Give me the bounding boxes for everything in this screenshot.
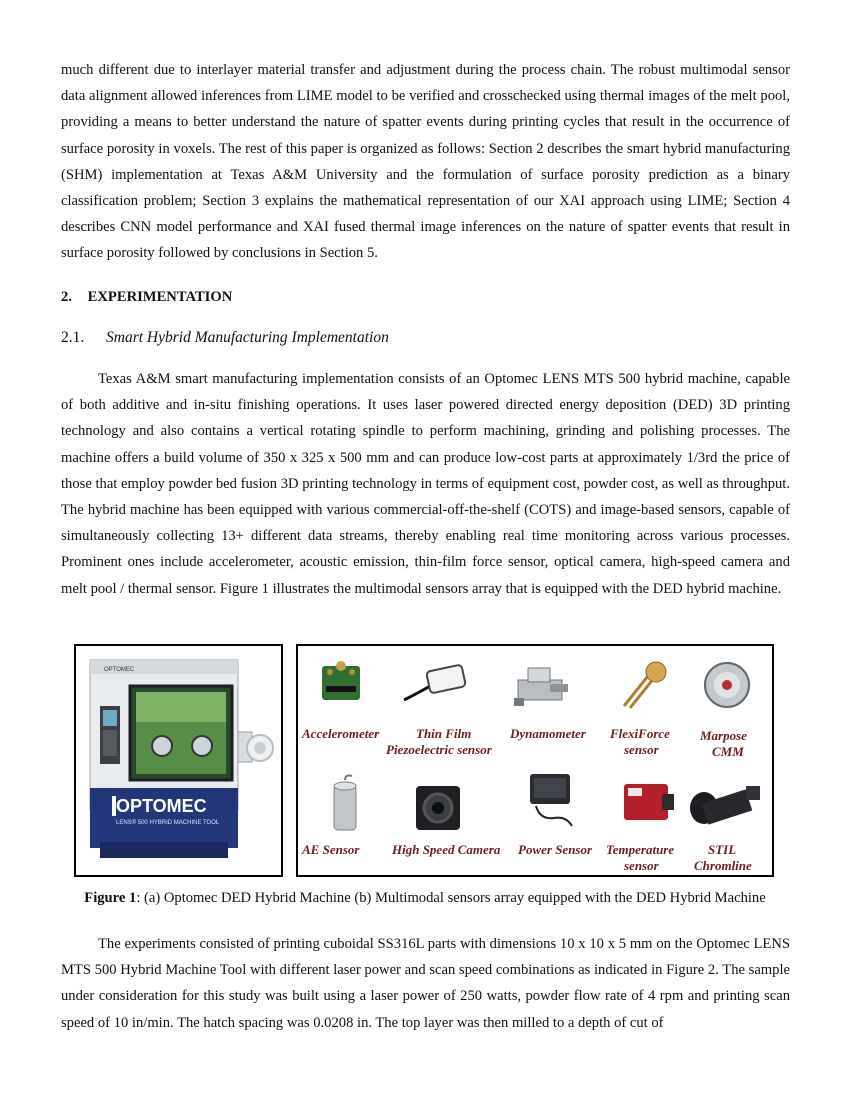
chromline-label: Chromline <box>694 858 752 873</box>
intro-paragraph: much different due to interlayer material transfer and adjustment during the process chain. The robust multimodal sensor data alignment allowed inferences from LIME model to be verified and crosschecked using thermal images of the melt pool, providing a means to better understand the nature of spatter events during printing cycles that result in the occurrence of surface porosity in voxels. The rest of this paper is organized as follows: Section 2 describes the smart hybrid manufacturing (SHM) implementation at Texas A&M University and the formulation of surface porosity prediction as a binary classification problem; Section 3 explains the mathematical representation of our XAI approach using LIME; Section 4 describes CNN model performance and XAI fused thermal image inferences on the nature of spatter events that result in surface porosity followed by conclusions in Section 5. <box>61 62 790 262</box>
figure-caption-text: : (a) Optomec DED Hybrid Machine (b) Multimodal sensors array equipped with the DED Hybrid Machine <box>136 890 766 906</box>
subsection-title: Smart Hybrid Manufacturing Implementation <box>106 329 389 346</box>
stil-chromline-icon <box>686 774 766 832</box>
implementation-paragraph: Texas A&M smart manufacturing implementation consists of an Optomec LENS MTS 500 hybrid machine, capable of both additive and in-situ finishing operations. It uses laser powered directed energy deposition (DED) 3D printing technology and also contains a vertical rotating spindle to perform machining, grinding and polishing processes. The machine offers a build volume of 350 x 325 x 500 mm and can produce low-cost parts at approximately 1/3rd the price of those that employ powder bed fusion 3D printing technology in terms of equipment cost, powder cost, as well as throughput. The hybrid machine has been equipped with various commercial-off-the-shelf (COTS) and image-based sensors, capable of simultaneously collecting 13+ different data streams, thereby enabling real time monitoring across various processes. Prominent ones include accelerometer, acoustic emission, thin-film force sensor, optical camera, high-speed camera and melt pool / thermal sensor. Figure 1 illustrates the multimodal sensors array that is equipped with the DED hybrid machine. <box>61 371 790 597</box>
dynamometer-label: Dynamometer <box>510 726 586 741</box>
high-speed-camera-label: High Speed Camera <box>392 842 501 857</box>
temperature-sensor-label: sensor <box>624 858 659 873</box>
temperature-label: Temperature <box>606 842 675 857</box>
subsection-number: 2.1. <box>61 329 85 346</box>
experiments-paragraph: The experiments consisted of printing cuboidal SS316L parts with dimensions 10 x 10 x 5 mm on the Optomec LENS MTS 500 Hybrid Machine Tool with different laser power and scan speed combinations as indicated in Figure 2. The sample under consideration for this study was built using a laser power of 250 watts, powder flow rate of 4 rpm and printing scan speed of 10 in/min. The hatch spacing was 0.0208 in. The top layer was then milled to a depth of cut of <box>61 936 790 1031</box>
thin-film-piezo-sensor-icon <box>400 662 470 712</box>
ae-sensor-icon <box>320 774 370 840</box>
power-sensor-icon <box>520 768 582 834</box>
cmm-label: CMM <box>712 744 744 759</box>
machine-top-label: OPTOMEC <box>104 667 135 673</box>
optomec-machine-illustration <box>76 646 281 875</box>
thin-film-label: Thin Film <box>416 726 472 741</box>
temperature-sensor-icon <box>618 774 678 830</box>
flexiforce-sensor-icon <box>614 656 670 714</box>
accelerometer-icon <box>316 656 366 716</box>
section-heading <box>61 289 232 306</box>
section-number: 2. <box>61 289 72 305</box>
optomec-logo-text: OPTOMEC <box>116 796 207 816</box>
marpose-label: Marpose <box>700 728 747 743</box>
power-sensor-label: Power Sensor <box>518 842 593 857</box>
piezoelectric-label: Piezoelectric sensor <box>386 742 492 757</box>
subsection-heading <box>61 329 389 347</box>
figure-caption <box>0 890 850 907</box>
dynamometer-icon <box>510 658 572 714</box>
flexiforce-label: FlexiForce <box>610 726 670 741</box>
high-speed-camera-icon <box>408 778 470 838</box>
figure-sensors-panel <box>296 644 774 877</box>
marpose-cmm-icon <box>696 654 758 716</box>
ae-sensor-label: AE Sensor <box>302 842 360 857</box>
flexiforce-sensor-label: sensor <box>624 742 659 757</box>
figure-machine-panel <box>74 644 283 877</box>
stil-label: STIL <box>708 842 737 857</box>
section-title: EXPERIMENTATION <box>87 289 233 305</box>
figure-caption-label: Figure 1 <box>84 890 137 906</box>
accelerometer-label: Accelerometer <box>302 726 380 741</box>
machine-model-label: LENS® 500 HYBRID MACHINE TOOL <box>116 820 220 826</box>
